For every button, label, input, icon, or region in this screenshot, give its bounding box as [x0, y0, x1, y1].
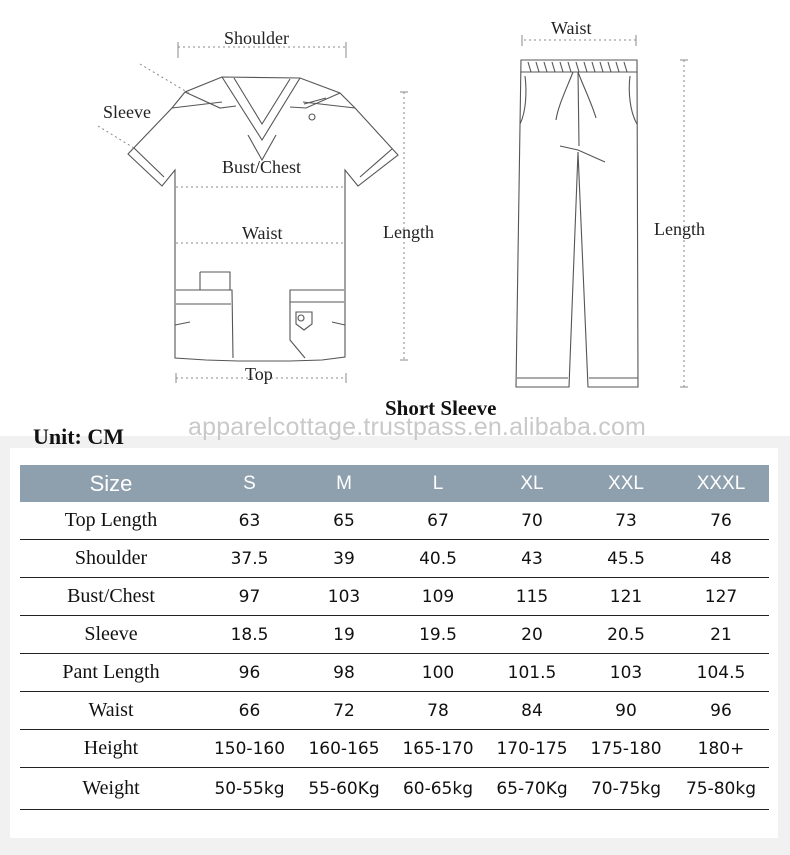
top-hem-label: Top [245, 364, 273, 384]
sleeve-label: Sleeve [103, 102, 151, 122]
pants-waist-label: Waist [551, 18, 592, 38]
table-row [20, 768, 769, 810]
table-cell: 20 [485, 616, 579, 654]
row-label: Waist [20, 692, 202, 730]
table-cell: 175-180 [579, 730, 673, 768]
table-cell: 20.5 [579, 616, 673, 654]
shoulder-label: Shoulder [224, 28, 289, 48]
pants-drawing [516, 60, 638, 387]
header-size-xxxl: XXXL [673, 465, 769, 502]
table-cell: 76 [673, 502, 769, 540]
header-size-label: Size [20, 465, 202, 502]
table-cell: 180+ [673, 730, 769, 768]
table-cell: 67 [391, 502, 485, 540]
table-cell: 18.5 [202, 616, 297, 654]
bust-chest-label: Bust/Chest [222, 157, 302, 177]
row-label: Shoulder [20, 540, 202, 578]
row-label: Height [20, 730, 202, 768]
header-size-l: L [391, 465, 485, 502]
table-cell: 73 [579, 502, 673, 540]
table-cell: 60-65kg [391, 768, 485, 810]
table-row [20, 540, 769, 578]
table-cell: 45.5 [579, 540, 673, 578]
table-cell: 65-70Kg [485, 768, 579, 810]
table-cell: 97 [202, 578, 297, 616]
table-row [20, 502, 769, 540]
table-cell: 70 [485, 502, 579, 540]
table-cell: 21 [673, 616, 769, 654]
table-header-row [20, 465, 769, 502]
table-cell: 101.5 [485, 654, 579, 692]
header-size-m: M [297, 465, 391, 502]
top-waist-label: Waist [242, 223, 283, 243]
table-cell: 98 [297, 654, 391, 692]
watermark: apparelcottage.trustpass.en.alibaba.com [188, 413, 647, 441]
table-cell: 40.5 [391, 540, 485, 578]
row-label: Sleeve [20, 616, 202, 654]
table-cell: 104.5 [673, 654, 769, 692]
row-label: Pant Length [20, 654, 202, 692]
scrub-top-drawing [128, 77, 398, 361]
table-cell: 72 [297, 692, 391, 730]
row-label: Bust/Chest [20, 578, 202, 616]
sleeve-edge-guide [98, 126, 134, 148]
table-cell: 90 [579, 692, 673, 730]
table-cell: 63 [202, 502, 297, 540]
header-size-s: S [202, 465, 297, 502]
table-cell: 165-170 [391, 730, 485, 768]
table-cell: 127 [673, 578, 769, 616]
table-cell: 48 [673, 540, 769, 578]
garment-diagram [0, 0, 790, 400]
table-cell: 39 [297, 540, 391, 578]
table-cell: 19 [297, 616, 391, 654]
sleeve-guide [140, 64, 192, 95]
top-length-label: Length [383, 222, 434, 242]
pants-length-label: Length [654, 219, 705, 239]
table-cell: 66 [202, 692, 297, 730]
unit-label: Unit: CM [33, 424, 125, 449]
header-size-xxl: XXL [579, 465, 673, 502]
table-cell: 55-60Kg [297, 768, 391, 810]
table-cell: 96 [673, 692, 769, 730]
table-row [20, 578, 769, 616]
table-cell: 75-80kg [673, 768, 769, 810]
row-label: Top Length [20, 502, 202, 540]
table-row [20, 730, 769, 768]
table-cell: 50-55kg [202, 768, 297, 810]
table-cell: 109 [391, 578, 485, 616]
table-cell: 43 [485, 540, 579, 578]
table-cell: 100 [391, 654, 485, 692]
table-cell: 65 [297, 502, 391, 540]
garment-drawing [0, 0, 790, 400]
size-chart-table [20, 465, 769, 810]
table-cell: 37.5 [202, 540, 297, 578]
table-cell: 19.5 [391, 616, 485, 654]
table-cell: 170-175 [485, 730, 579, 768]
table-cell: 150-160 [202, 730, 297, 768]
table-cell: 78 [391, 692, 485, 730]
table-cell: 70-75kg [579, 768, 673, 810]
diagram-caption: Short Sleeve [385, 396, 497, 420]
table-row [20, 692, 769, 730]
table-row [20, 654, 769, 692]
row-label: Weight [20, 768, 202, 810]
table-cell: 115 [485, 578, 579, 616]
table-cell: 96 [202, 654, 297, 692]
header-size-xl: XL [485, 465, 579, 502]
table-cell: 121 [579, 578, 673, 616]
table-row [20, 616, 769, 654]
table-cell: 84 [485, 692, 579, 730]
table-cell: 160-165 [297, 730, 391, 768]
table-cell: 103 [579, 654, 673, 692]
table-cell: 103 [297, 578, 391, 616]
